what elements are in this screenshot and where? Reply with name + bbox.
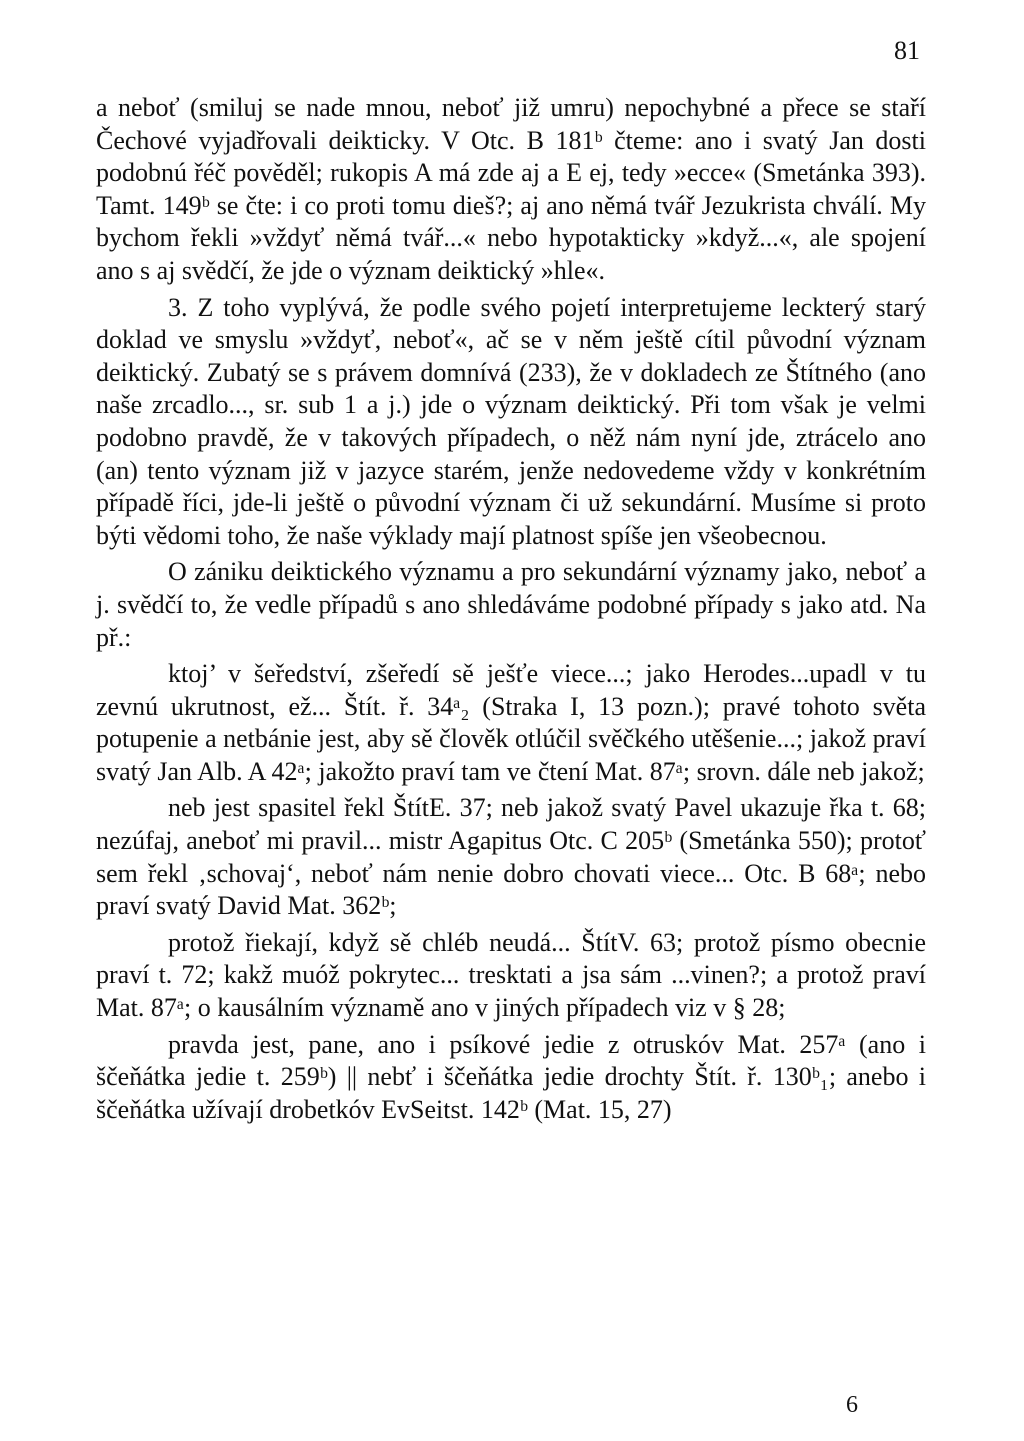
page-number: 81 xyxy=(894,36,920,65)
citation-paragraph: ktoj’ v šeředství, zšeředí sě ješťe viece...; jako Herodes...upadl v tu zevnú ukrutnost, ež... Štít. ř. 34ᵃ₂ (Straka I, 13 pozn.); pravé tohoto světa potupenie a netbánie jest, aby sě člověk otlúčil svěčkého utěšenie...; jakož praví svatý Jan Alb. A 42ᵃ; jakožto praví tam ve čtení Mat. 87ᵃ; srovn. dále neb jakož; xyxy=(96,659,926,786)
citation-paragraph: protož řiekají, když sě chléb neudá... ŠtítV. 63; protož písmo obecnie praví t. 72; kakž muóž pokrytec... tresktati a jsa sám ...vinen?; a protož praví Mat. 87ᵃ; o kausálním významě ano v jiných případech viz v § 28; xyxy=(96,927,926,1023)
citation-paragraph: neb jest spasitel řekl ŠtítE. 37; neb jakož svatý Pavel ukazuje řka t. 68; nezúfaj, aneboť mi pravil... mistr Agapitus Otc. C 205ᵇ (Smetánka 550); protoť sem řekl ‚schovaj‘, neboť nám nenie dobro chovati viece... Otc. B 68ᵃ; nebo praví svatý David Mat. 362ᵇ; xyxy=(96,793,926,921)
body-text xyxy=(96,92,926,1126)
paragraph: 3. Z toho vyplývá, že podle svého pojetí interpretujeme leckterý starý doklad ve smyslu »vždyť, neboť«, ač se v něm ještě cítil původní význam deiktický. Zubatý se s právem domnívá (233), že v dokladech ze Štítného (ano naše zrcadlo..., sr. sub 1 a j.) jde o význam deiktický. Při tom však je velmi podobno pravdě, že v takových případech, o něž nám nyní jde, ztrácelo ano (an) tento význam již v jazyce starém, jenže nedovedeme vždy v konkrétním případě říci, jde-li ještě o původní význam či už sekundární. Musíme si proto býti vědomi toho, že naše výklady mají platnost spíše jen všeobecnou. xyxy=(96,292,926,550)
citation-paragraph: pravda jest, pane, ano i psíkové jedie z otruskóv Mat. 257ᵃ (ano i ščeňátka jedie t. 259ᵇ) || nebť i ščeňátka jedie drochty Štít. ř. 130ᵇ₁; anebo i ščeňátka užívají drobetkóv EvSeitst. 142ᵇ (Mat. 15, 27) xyxy=(96,1029,926,1124)
paragraph: O zániku deiktického významu a pro sekundární významy jako, neboť a j. svědčí to, že vedle případů s ano shledáváme podobné případy s jako atd. Na př.: xyxy=(96,557,926,652)
paragraph: a neboť (smiluj se nade mnou, neboť již umru) nepochybné a přece se staří Čechové vyjadřovali deikticky. V Otc. B 181ᵇ čteme: ano i svatý Jan dosti podobnú řéč pověděl; rukopis A má zde aj a E ej, tedy »ecce« (Smetánka 393). Tamt. 149ᵇ se čte: i co proti tomu dieš?; aj ano němá tvář Jezukrista chválí. My bychom řekli »vždyť němá tvář...« nebo hypotakticky »když...«, ale spojení ano s aj svědčí, že jde o význam deiktický »hle«. xyxy=(96,93,926,285)
signature-number: 6 xyxy=(846,1392,858,1418)
